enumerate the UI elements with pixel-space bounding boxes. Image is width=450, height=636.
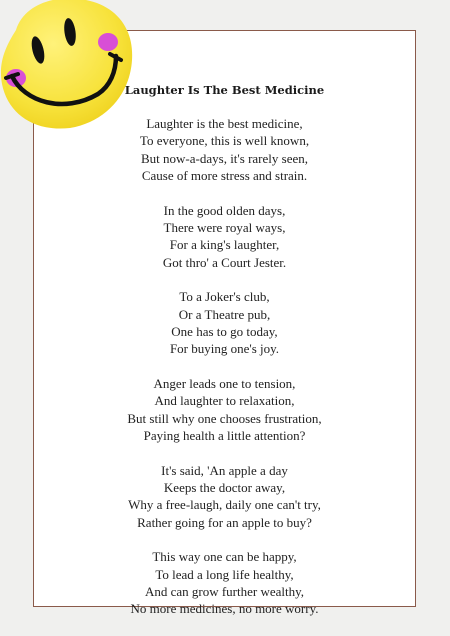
poem-line: For a king's laughter, — [169, 237, 280, 253]
poem-line: Paying health a little attention? — [143, 427, 306, 443]
poem-line: Got thro' a Court Jester. — [162, 254, 287, 270]
poem-line: No more medicines, no more worry. — [130, 601, 319, 617]
stanza-3 — [34, 288, 415, 357]
poem-line: To a Joker's club, — [179, 289, 270, 305]
poem-line: Or a Theatre pub, — [178, 306, 271, 322]
poem-line: Anger leads one to tension, — [153, 376, 296, 392]
poem-line: There were royal ways, — [163, 219, 286, 235]
poem-line: But still why one chooses frustration, — [127, 410, 322, 426]
smiley-face-icon — [0, 0, 139, 140]
poem-line: In the good olden days, — [163, 202, 286, 218]
poem-line: Why a free-laugh, daily one can't try, — [128, 497, 321, 513]
stanza-2 — [34, 202, 415, 271]
poem-line: Keeps the doctor away, — [163, 480, 286, 496]
stanza-4 — [34, 375, 415, 444]
poem-line: It's said, 'An apple a day — [161, 462, 288, 478]
poem-line: To everyone, this is well known, — [139, 133, 310, 149]
poem-line: Cause of more stress and strain. — [141, 167, 308, 183]
stanza-5 — [34, 462, 415, 531]
poem-title: Laughter Is The Best Medicine — [124, 83, 325, 97]
poem-line: To lead a long life healthy, — [155, 566, 294, 582]
poem-line: Rather going for an apple to buy? — [137, 514, 312, 530]
poem-line: And can grow further wealthy, — [144, 584, 305, 600]
poem-line: One has to go today, — [171, 323, 278, 339]
smiley-right-cheek — [98, 33, 118, 51]
poem-line: But now-a-days, it's rarely seen, — [141, 150, 308, 166]
poem-line: For buying one's joy. — [169, 341, 280, 357]
poem-line: And laughter to relaxation, — [154, 393, 295, 409]
poem-line: This way one can be happy, — [152, 549, 297, 565]
poem-line: Laughter is the best medicine, — [146, 116, 303, 131]
stanza-6 — [34, 548, 415, 617]
poem-body — [34, 115, 415, 635]
